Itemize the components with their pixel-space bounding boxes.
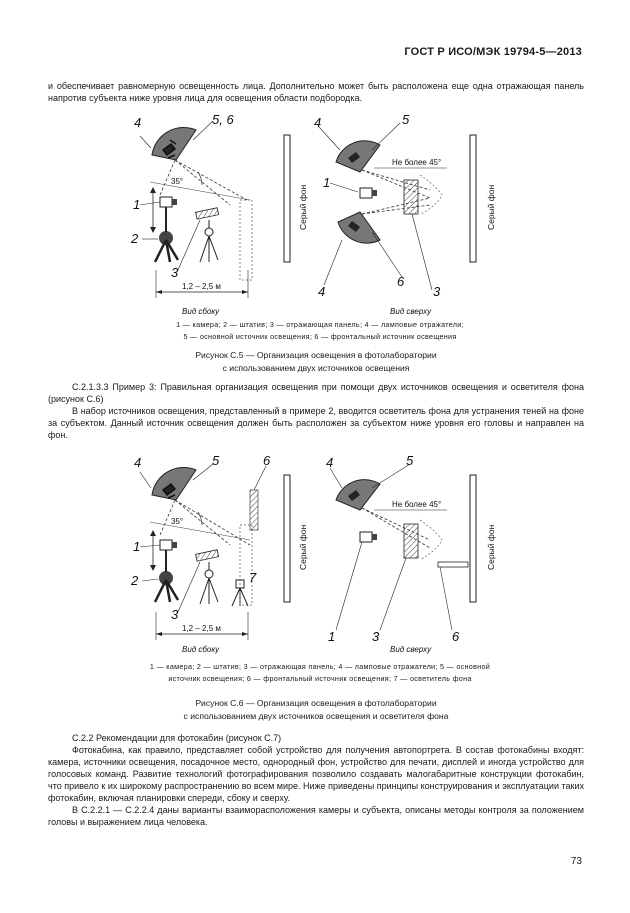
label-3: 3: [372, 629, 380, 644]
figure-c6-top-view: [330, 464, 476, 630]
gray-background: [470, 475, 476, 602]
gray-bg-label: Серый фон: [486, 184, 496, 230]
reflective-panel-icon: [196, 208, 219, 219]
label-2: 2: [131, 573, 139, 588]
label-6: 6: [397, 274, 405, 289]
label-5: 5: [212, 453, 220, 468]
gray-background: [470, 135, 476, 262]
view-top-label: Вид сверху: [390, 645, 432, 654]
label-4: 4: [134, 115, 142, 130]
label-5-6: 5, 6: [212, 112, 234, 127]
view-side-label: Вид сбоку: [182, 307, 220, 316]
figure-legend: 1 — камера; 2 — штатив; 3 — отражающая панель; 4 — ламповые отражатели;: [176, 320, 464, 329]
label-2: 2: [131, 231, 139, 246]
camera-icon: [360, 532, 372, 542]
label-4: 4: [326, 455, 334, 470]
gray-background: [284, 475, 290, 602]
label-6: 6: [263, 453, 271, 468]
figure-caption: с использованием двух источников освещения: [222, 363, 410, 373]
distance-label: 1,2 – 2,5 м: [182, 624, 221, 633]
label-3: 3: [171, 265, 179, 280]
label-7: 7: [249, 570, 257, 585]
camera-icon: [160, 197, 172, 207]
angle-label: 35°: [171, 517, 184, 526]
page-number: 73: [570, 856, 582, 867]
label-5: 5: [402, 112, 410, 127]
label-4: 4: [318, 284, 326, 299]
subject-outline: [240, 200, 252, 280]
reflective-panel-icon: [404, 180, 418, 214]
label-3: 3: [171, 607, 179, 622]
document-header: ГОСТ Р ИСО/МЭК 19794-5—2013: [404, 46, 582, 58]
not-more-label: Не более 45°: [392, 158, 442, 167]
section-paragraph: Фотокабина, как правило, представляет собой устройство для получения автопортрета. В состав фотокабины входят: камера, источники освещения, посадочное место, однородный фон, устройство для печати, дисплей и иногда устройство для голосовых команд. Развитие технологий фотографирования позволило создавать малогабаритные конструкции фотокабин, что привело к их широкому распространению во всем мире. Ниже приведены принципы конструирования и эксплуатации таких фотокабин, включая планировки спереди, сбоку и сверху.: [48, 745, 584, 803]
figure-caption: с использованием двух источников освещения и осветителя фона: [183, 711, 449, 721]
section-paragraph: В С.2.2.1 — С.2.2.4 даны варианты взаиморасположения камеры и субъекта, описаны методы контроля за положением головы и выражением лица человека.: [48, 805, 584, 827]
gray-bg-label: Серый фон: [298, 524, 308, 570]
view-side-label: Вид сбоку: [182, 645, 220, 654]
example-paragraph: В набор источников освещения, представленный в примере 2, вводится осветитель фона для устранения теней на фоне за субъектом. Данный источник освещения должен быть расположен за субъектом ниже уровня его головы и направлен на фон.: [48, 406, 584, 440]
frontal-light-icon: [250, 490, 258, 530]
angle-label: 35°: [171, 177, 184, 186]
label-1: 1: [323, 175, 331, 190]
label-1: 1: [133, 539, 141, 554]
label-1: 1: [328, 629, 336, 644]
example-heading-paragraph: C.2.1.3.3 Пример 3: Правильная организация освещения при помощи двух источников освещения и осветителя фона (рисунок С.6): [48, 382, 584, 404]
label-1: 1: [133, 197, 141, 212]
section-heading: С.2.2 Рекомендации для фотокабин (рисунок С.7): [72, 733, 282, 743]
reflective-panel-icon: [196, 550, 219, 561]
gray-bg-label: Серый фон: [298, 184, 308, 230]
gray-background: [284, 135, 290, 262]
figure-legend: источник освещения; 6 — фронтальный источник освещения; 7 — осветитель фона: [168, 674, 472, 683]
label-3: 3: [433, 284, 441, 299]
camera-icon: [160, 540, 172, 550]
label-5: 5: [406, 453, 414, 468]
view-top-label: Вид сверху: [390, 307, 432, 316]
gray-bg-label: Серый фон: [486, 524, 496, 570]
reflective-panel-icon: [404, 524, 418, 558]
figure-legend: 5 — основной источник освещения; 6 — фронтальный источник освещения: [183, 332, 457, 341]
figure-c5-top-view: [319, 123, 476, 290]
figure-c5-side-view: [140, 121, 290, 298]
not-more-label: Не более 45°: [392, 500, 442, 509]
distance-label: 1,2 – 2,5 м: [182, 282, 221, 291]
camera-icon: [360, 188, 372, 198]
background-light-icon: [438, 562, 468, 567]
figure-caption: Рисунок С.5 — Организация освещения в фотолаборатории: [195, 350, 437, 360]
figure-legend: 1 — камера; 2 — штатив; 3 — отражающая панель; 4 — ламповые отражатели; 5 — основной: [149, 662, 491, 671]
figure-caption: Рисунок С.6 — Организация освещения в фотолаборатории: [195, 698, 437, 708]
label-4: 4: [134, 455, 142, 470]
intro-paragraph: и обеспечивает равномерную освещенность лица. Дополнительно может быть расположена еще одна отражающая панель напротив субъекта ниже уровня лица для освещения области подбородка.: [48, 81, 584, 103]
label-4: 4: [314, 115, 322, 130]
figure-c6-side-view: [140, 464, 290, 640]
label-6: 6: [452, 629, 460, 644]
